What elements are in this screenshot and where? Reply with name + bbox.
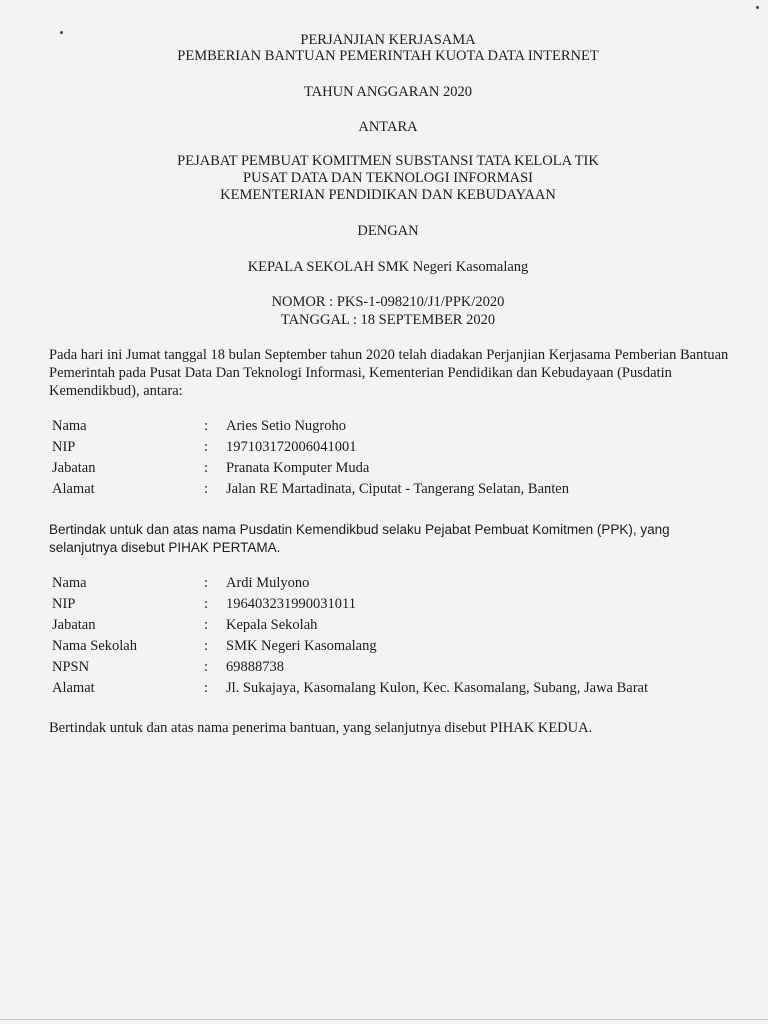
agreement-date: TANGGAL : 18 SEPTEMBER 2020 xyxy=(280,312,496,328)
field-label: Jabatan xyxy=(52,617,96,633)
field-label: Nama xyxy=(52,418,87,434)
field-colon: : xyxy=(204,680,209,696)
field-label: NIP xyxy=(52,596,76,612)
field-colon: : xyxy=(204,575,209,591)
field-value: Jalan RE Martadinata, Ciputat - Tangerang Selatan, Banten xyxy=(226,481,569,497)
field-colon: : xyxy=(204,659,209,675)
field-colon: : xyxy=(204,460,209,476)
field-label: Nama xyxy=(52,575,87,591)
field-value: Kepala Sekolah xyxy=(226,617,318,633)
field-colon: : xyxy=(204,638,209,654)
first-party-statement: Bertindak untuk dan atas nama Pusdatin Kemendikbud selaku Pejabat Pembuat Komitmen (PPK), yang selanjutnya disebut PIHAK PERTAMA. xyxy=(49,522,670,555)
field-colon: : xyxy=(204,481,209,497)
field-label: Alamat xyxy=(52,680,95,696)
party2-heading: KEPALA SEKOLAH SMK Negeri Kasomalang xyxy=(247,259,529,275)
second-party-statement: Bertindak untuk dan atas nama penerima bantuan, yang selanjutnya disebut PIHAK KEDUA. xyxy=(49,720,593,736)
field-colon: : xyxy=(204,596,209,612)
agreement-number: NOMOR : PKS-1-098210/J1/PPK/2020 xyxy=(271,294,505,310)
field-label: NIP xyxy=(52,439,76,455)
field-label: Alamat xyxy=(52,481,95,497)
field-value: Ardi Mulyono xyxy=(226,575,310,591)
field-label: Nama Sekolah xyxy=(52,638,137,654)
field-label: NPSN xyxy=(52,659,90,675)
between-label: ANTARA xyxy=(358,119,418,135)
field-value: Jl. Sukajaya, Kasomalang Kulon, Kec. Kasomalang, Subang, Jawa Barat xyxy=(226,680,649,696)
field-label: Jabatan xyxy=(52,460,96,476)
field-colon: : xyxy=(204,439,209,455)
party1-heading-3: KEMENTERIAN PENDIDIKAN DAN KEBUDAYAAN xyxy=(220,187,556,203)
party1-heading-2: PUSAT DATA DAN TEKNOLOGI INFORMASI xyxy=(243,170,533,186)
field-value: 197103172006041001 xyxy=(226,439,357,455)
title-line-2: PEMBERIAN BANTUAN PEMERINTAH KUOTA DATA INTERNET xyxy=(177,48,599,64)
field-value: 69888738 xyxy=(226,659,284,675)
budget-year: TAHUN ANGGARAN 2020 xyxy=(303,84,472,100)
field-colon: : xyxy=(204,418,209,434)
field-value: SMK Negeri Kasomalang xyxy=(226,638,377,654)
field-value: 196403231990031011 xyxy=(226,596,356,612)
field-colon: : xyxy=(204,617,209,633)
with-label: DENGAN xyxy=(357,223,419,239)
title-line-1: PERJANJIAN KERJASAMA xyxy=(300,32,476,48)
party1-heading-1: PEJABAT PEMBUAT KOMITMEN SUBSTANSI TATA KELOLA TIK xyxy=(177,153,599,169)
intro-paragraph: Pada hari ini Jumat tanggal 18 bulan September tahun 2020 telah diadakan Perjanjian Kerjasama Pemberian Bantuan Pemerintah pada Pusat Data Dan Teknologi Informasi, Kementerian Pendidikan dan Kebudayaan (Pusdatin Kemendikbud), antara: xyxy=(49,347,729,399)
scan-speck xyxy=(756,6,759,9)
page-bottom-edge xyxy=(0,1019,768,1020)
field-value: Pranata Komputer Muda xyxy=(226,460,370,476)
field-value: Aries Setio Nugroho xyxy=(226,418,347,434)
